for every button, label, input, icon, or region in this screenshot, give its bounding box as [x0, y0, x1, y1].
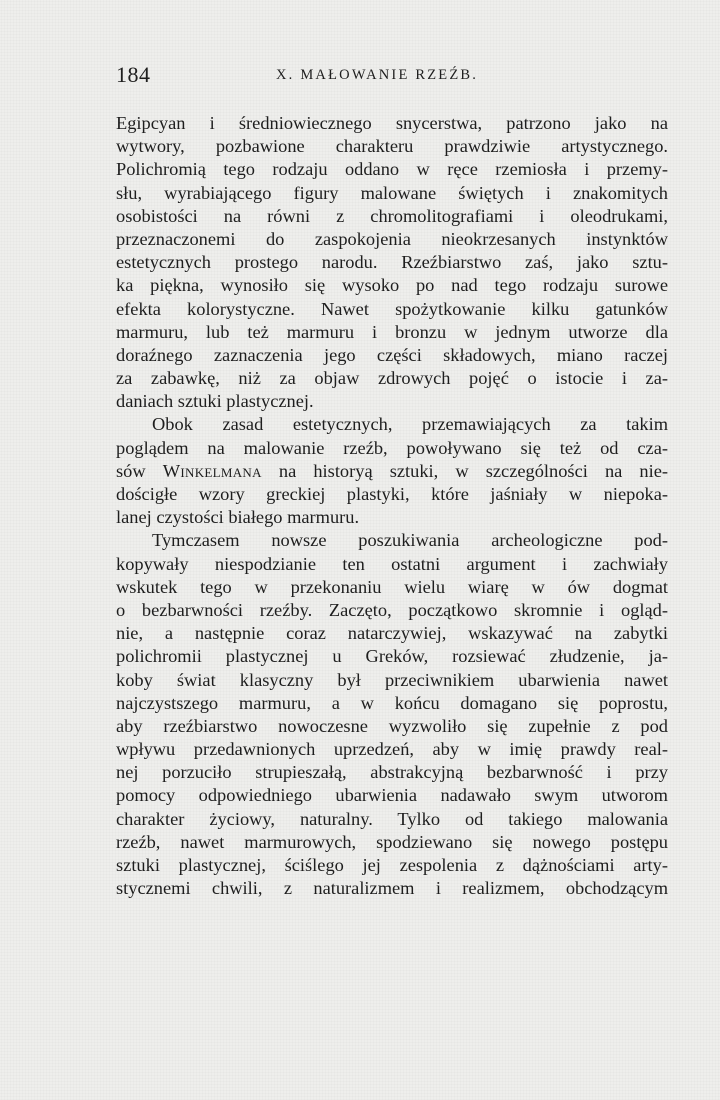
- text-line: lanej czystości białego marmuru.: [116, 507, 360, 528]
- text-fragment: na historyą sztuki, w szczególności na nie-: [261, 460, 668, 481]
- page-number: 184: [116, 62, 151, 87]
- text-line: daniach sztuki plastycznej.: [116, 391, 314, 412]
- text-line: stycznemi chwili, z naturalizmem i realizmem, obchodzącym: [116, 878, 668, 899]
- text-line: Egipcyan i średniowiecznego snycerstwa, patrzono jako na: [116, 113, 668, 133]
- text-line: Tymczasem nowsze poszukiwania archeologiczne pod-: [152, 530, 668, 551]
- text-line: Polichromią tego rodzaju oddano w ręce rzemiosła i przemy-: [116, 159, 668, 180]
- text-line: pomocy odpowiedniego ubarwienia nadawało swym utworom: [116, 785, 668, 806]
- running-head: X. MAŁOWANIE RZEŹB.: [276, 67, 479, 83]
- text-line: [116, 460, 668, 483]
- text-line: Obok zasad estetycznych, przemawiających za takim: [152, 414, 668, 435]
- text-line: marmuru, lub też marmuru i bronzu w jednym utworze dla: [116, 321, 668, 342]
- paragraph: [116, 112, 668, 413]
- text-line: nie, a następnie coraz natarczywiej, wskazywać na zabytki: [116, 623, 668, 644]
- text-line: doraźnego zaznaczenia jego części składowych, miano raczej: [116, 344, 668, 365]
- text-line: słu, wyrabiającego figury malowane świętych i znakomitych: [116, 182, 668, 203]
- text-line: aby rzeźbiarstwo nowoczesne wyzwoliło się zupełnie z pod: [116, 715, 668, 736]
- text-line: ka piękna, wynosiło się wysoko po nad tego rodzaju surowe: [116, 275, 668, 296]
- text-line: nej porzuciło strupieszałą, abstrakcyjną bezbarwność i przy: [116, 762, 668, 783]
- person-name: Winkelmana: [162, 460, 262, 481]
- text-line: wskutek tego w przekonaniu wielu wiarę w ów dogmat: [116, 576, 668, 597]
- text-line: dościgłe wzory greckiej plastyki, które jaśniały w niepoka-: [116, 484, 668, 504]
- text-line: kopywały niespodzianie ten ostatni argument i zachwiały: [116, 553, 668, 574]
- paragraph: [116, 413, 668, 529]
- page-header: [116, 62, 668, 92]
- text-line: poglądem na malowanie rzeźb, powoływano się też od cza-: [116, 437, 668, 458]
- text-line: o bezbarwności rzeźby. Zaczęto, początkowo skromnie i ogląd-: [116, 599, 668, 620]
- text-fragment: sów: [116, 460, 163, 481]
- text-line: efekta kolorystyczne. Nawet spożytkowanie kilku gatunków: [116, 298, 668, 319]
- text-line: charakter życiowy, naturalny. Tylko od takiego malowania: [116, 808, 668, 829]
- text-line: polichromii plastycznej u Greków, rozsiewać złudzenie, ja-: [116, 646, 668, 667]
- text-line: wytwory, pozbawione charakteru prawdziwie artystycznego.: [116, 136, 668, 157]
- body-text: [116, 112, 668, 900]
- paragraph: [116, 529, 668, 900]
- text-line: wpływu przedawnionych uprzedzeń, aby w imię prawdy real-: [116, 739, 668, 760]
- text-line: przeznaczonemi do zaspokojenia nieokrzesanych instynktów: [116, 228, 668, 249]
- text-line: sztuki plastycznej, ściślego jej zespolenia z dążnościami arty-: [116, 855, 668, 875]
- text-line: rzeźb, nawet marmurowych, spodziewano się nowego postępu: [116, 831, 668, 852]
- text-line: koby świat klasyczny był przeciwnikiem ubarwienia nawet: [116, 669, 668, 690]
- text-line: estetycznych prostego narodu. Rzeźbiarstwo zaś, jako sztu-: [116, 252, 668, 273]
- text-line: za zabawkę, niż za objaw zdrowych pojęć o istocie i za-: [116, 368, 668, 389]
- text-line: najczystszego marmuru, a w końcu domagano się poprostu,: [116, 692, 668, 713]
- text-line: osobistości na równi z chromolitografiami i oleodrukami,: [116, 205, 668, 226]
